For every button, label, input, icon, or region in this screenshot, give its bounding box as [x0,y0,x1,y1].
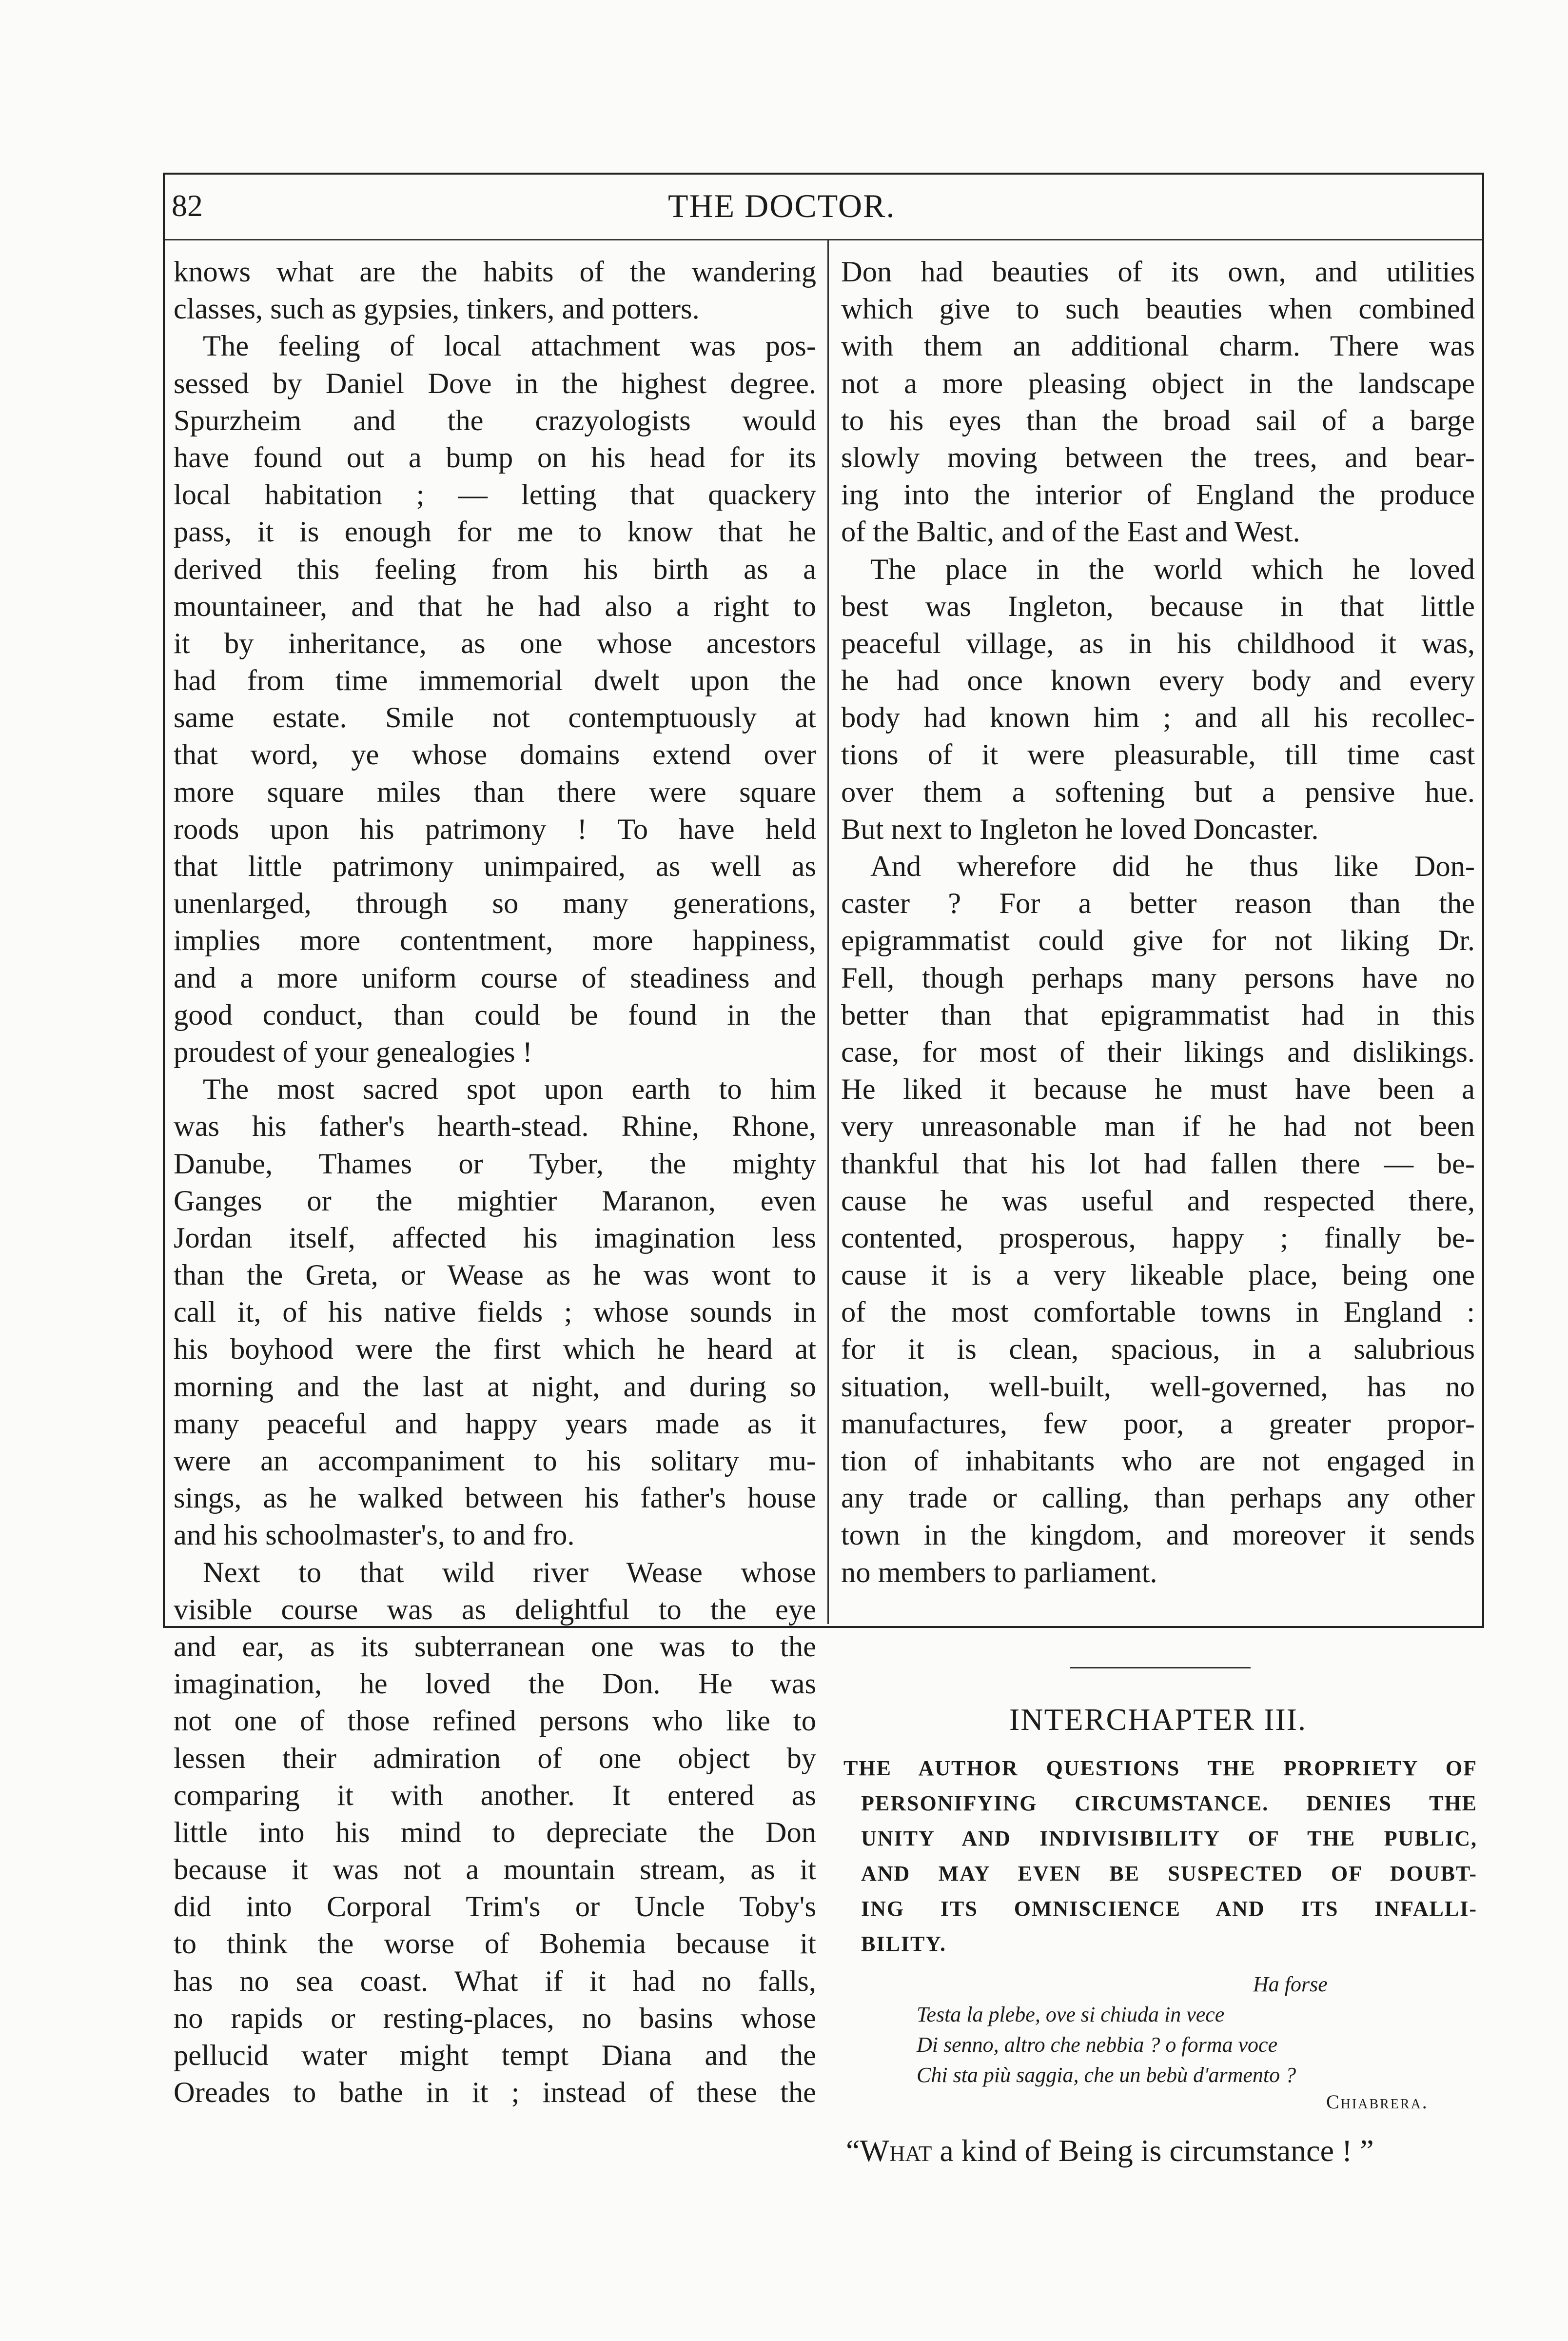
text-line: And wherefore did he thus like Don- [870,850,1475,883]
text-line: town in the kingdom, and moreover it sends [841,1519,1475,1552]
text-line: tion of inhabitants who are not engaged in [841,1445,1475,1477]
text-line: lessen their admiration of one object by [174,1742,816,1775]
text-line: had from time immemorial dwelt upon the [174,664,816,697]
text-line: But next to Ingleton he loved Doncaster. [841,813,1319,846]
text-line: little into his mind to depreciate the Don [174,1816,816,1849]
text-line: were an accompaniment to his solitary mu- [174,1445,816,1477]
summary-line: PERSONIFYING CIRCUMSTANCE. DENIES THE [861,1791,1477,1815]
epigraph [917,1969,1453,2090]
text-line: epigrammatist could give for not liking Dr. [841,924,1475,957]
text-line: Oreades to bathe in it ; instead of these the [174,2076,816,2109]
text-line: of the Baltic, and of the East and West. [841,516,1300,549]
left-column [174,254,816,2111]
text-line: his boyhood were the first which he heard at [174,1333,816,1366]
text-line: The feeling of local attachment was pos- [203,330,816,363]
text-line: tions of it were pleasurable, till time cast [841,738,1475,772]
column-rule [827,239,829,1624]
text-line: not one of those refined persons who like to [174,1705,816,1738]
text-line: slowly moving between the trees, and bear- [841,441,1475,474]
text-line: to think the worse of Bohemia because it [174,1927,816,1961]
text-line: with them an additional charm. There was [841,330,1475,363]
text-line: pellucid water might tempt Diana and the [174,2039,816,2072]
top-rule [163,173,1484,175]
text-line: caster ? For a better reason than the [841,887,1475,920]
text-line: comparing it with another. It entered as [174,1779,816,1812]
text-line: ing into the interior of England the produce [841,478,1475,512]
text-line: implies more contentment, more happiness, [174,924,816,957]
text-line: sessed by Daniel Dove in the highest degree. [174,367,816,400]
text-line: has no sea coast. What if it had no falls, [174,1964,816,1998]
summary-line: ING ITS OMNISCIENCE AND ITS INFALLI- [861,1897,1477,1921]
text-line: best was Ingleton, because in that little [841,590,1475,623]
text-line: local habitation ; — letting that quackery [174,478,816,512]
text-line: The most sacred spot upon earth to him [203,1073,816,1106]
header-rule [163,239,1484,240]
text-line: good conduct, than could be found in the [174,998,816,1032]
text-line: better than that epigrammatist had in this [841,998,1475,1032]
text-line: unenlarged, through so many generations, [174,887,816,920]
interchapter-summary [843,1751,1477,1962]
text-line: for it is clean, spacious, in a salubrious [841,1333,1475,1366]
summary-line: UNITY AND INDIVISIBILITY OF THE PUBLIC, [861,1826,1477,1850]
text-line: more square miles than there were square [174,775,816,809]
text-line: cause it is a very likeable place, being one [841,1259,1475,1292]
text-line: he had once known every body and every [841,664,1475,697]
text-line: which give to such beauties when combined [841,293,1475,326]
section-divider [1070,1667,1251,1668]
text-line: proudest of your genealogies ! [174,1035,532,1069]
text-line: that little patrimony unimpaired, as well as [174,850,816,883]
opening-quote [846,2131,1475,2170]
text-line: manufactures, few poor, a greater propor- [841,1407,1475,1440]
text-line: situation, well-built, well-governed, has no [841,1370,1475,1403]
text-line: Fell, though perhaps many persons have no [841,961,1475,994]
text-line: Ganges or the mightier Maranon, even [174,1184,816,1217]
text-line: many peaceful and happy years made as it [174,1407,816,1440]
interchapter-title: INTERCHAPTER III. [1009,1702,1307,1737]
quote-open-mark: “ [846,2133,860,2168]
text-line: did into Corporal Trim's or Uncle Toby's [174,1890,816,1924]
text-line: and ear, as its subterranean one was to the [174,1630,816,1663]
text-line: that word, ye whose domains extend over [174,738,816,772]
running-title: THE DOCTOR. [668,187,896,224]
text-line: Jordan itself, affected his imagination less [174,1221,816,1254]
quote-rest: a kind of Being is circumstance ! ” [932,2133,1374,2168]
text-line: of the most comfortable towns in England : [841,1296,1475,1329]
text-line: and his schoolmaster's, to and fro. [174,1519,575,1552]
left-rule [163,173,165,1626]
text-line: have found out a bump on his head for its [174,441,816,474]
text-line: over them a softening but a pensive hue. [841,775,1475,809]
text-line: The place in the world which he loved [870,553,1475,586]
summary-line: AND MAY EVEN BE SUSPECTED OF DOUBT- [861,1862,1477,1885]
text-line: body had known him ; and all his recollec- [841,701,1475,734]
text-line: no rapids or resting-places, no basins whose [174,2002,816,2035]
text-line: Next to that wild river Wease whose [203,1556,816,1589]
text-line: pass, it is enough for me to know that he [174,516,816,549]
text-line: case, for most of their likings and dislikings. [841,1035,1475,1069]
text-line: classes, such as gypsies, tinkers, and potters. [174,293,700,326]
text-line: derived this feeling from his birth as a [174,553,816,586]
text-line: Danube, Thames or Tyber, the mighty [174,1147,816,1180]
summary-line: THE AUTHOR QUESTIONS THE PROPRIETY OF [843,1756,1477,1780]
text-line: roods upon his patrimony ! To have held [174,813,816,846]
text-line: call it, of his native fields ; whose sounds in [174,1296,816,1329]
text-line: it by inheritance, as one whose ancestors [174,627,816,660]
epigraph-line: Di senno, altro che nebbia ? o forma voce [917,2033,1278,2057]
right-rule [1482,173,1484,1626]
text-line: same estate. Smile not contemptuously at [174,701,816,734]
text-line: morning and the last at night, and during so [174,1370,816,1403]
text-line: Spurzheim and the crazyologists would [174,404,816,437]
text-line: to his eyes than the broad sail of a barge [841,404,1475,437]
text-line: very unreasonable man if he had not been [841,1110,1475,1143]
page-number: 82 [172,188,203,223]
text-line: was his father's hearth-stead. Rhine, Rhone, [174,1110,816,1143]
epigraph-attribution: Chiabrera. [1326,2091,1429,2113]
summary-line: BILITY. [861,1932,947,1956]
quote-first-word: What [860,2133,932,2168]
text-line: He liked it because he must have been a [841,1073,1475,1106]
text-line: than the Greta, or Wease as he was wont to [174,1259,816,1292]
text-line: thankful that his lot had fallen there — be- [841,1147,1475,1180]
text-line: peaceful village, as in his childhood it was, [841,627,1475,660]
epigraph-line: Ha forse [1253,1972,1328,1996]
text-line: no members to parliament. [841,1556,1157,1589]
text-line: mountaineer, and that he had also a right to [174,590,816,623]
text-line: visible course was as delightful to the eye [174,1593,816,1626]
text-line: sings, as he walked between his father's house [174,1482,816,1515]
text-line: knows what are the habits of the wandering [174,256,816,288]
text-line: any trade or calling, than perhaps any other [841,1482,1475,1515]
epigraph-line: Chi sta più saggia, che un bebù d'armento ? [917,2063,1296,2087]
text-line: contented, prosperous, happy ; finally be- [841,1221,1475,1254]
epigraph-line: Testa la plebe, ove si chiuda in vece [917,2003,1225,2026]
text-line: cause he was useful and respected there, [841,1184,1475,1217]
text-line: Don had beauties of its own, and utilities [841,256,1475,288]
right-column [841,254,1475,1591]
text-line: and a more uniform course of steadiness and [174,961,816,994]
text-line: imagination, he loved the Don. He was [174,1667,816,1701]
text-line: not a more pleasing object in the landscape [841,367,1475,400]
text-line: because it was not a mountain stream, as it [174,1853,816,1886]
